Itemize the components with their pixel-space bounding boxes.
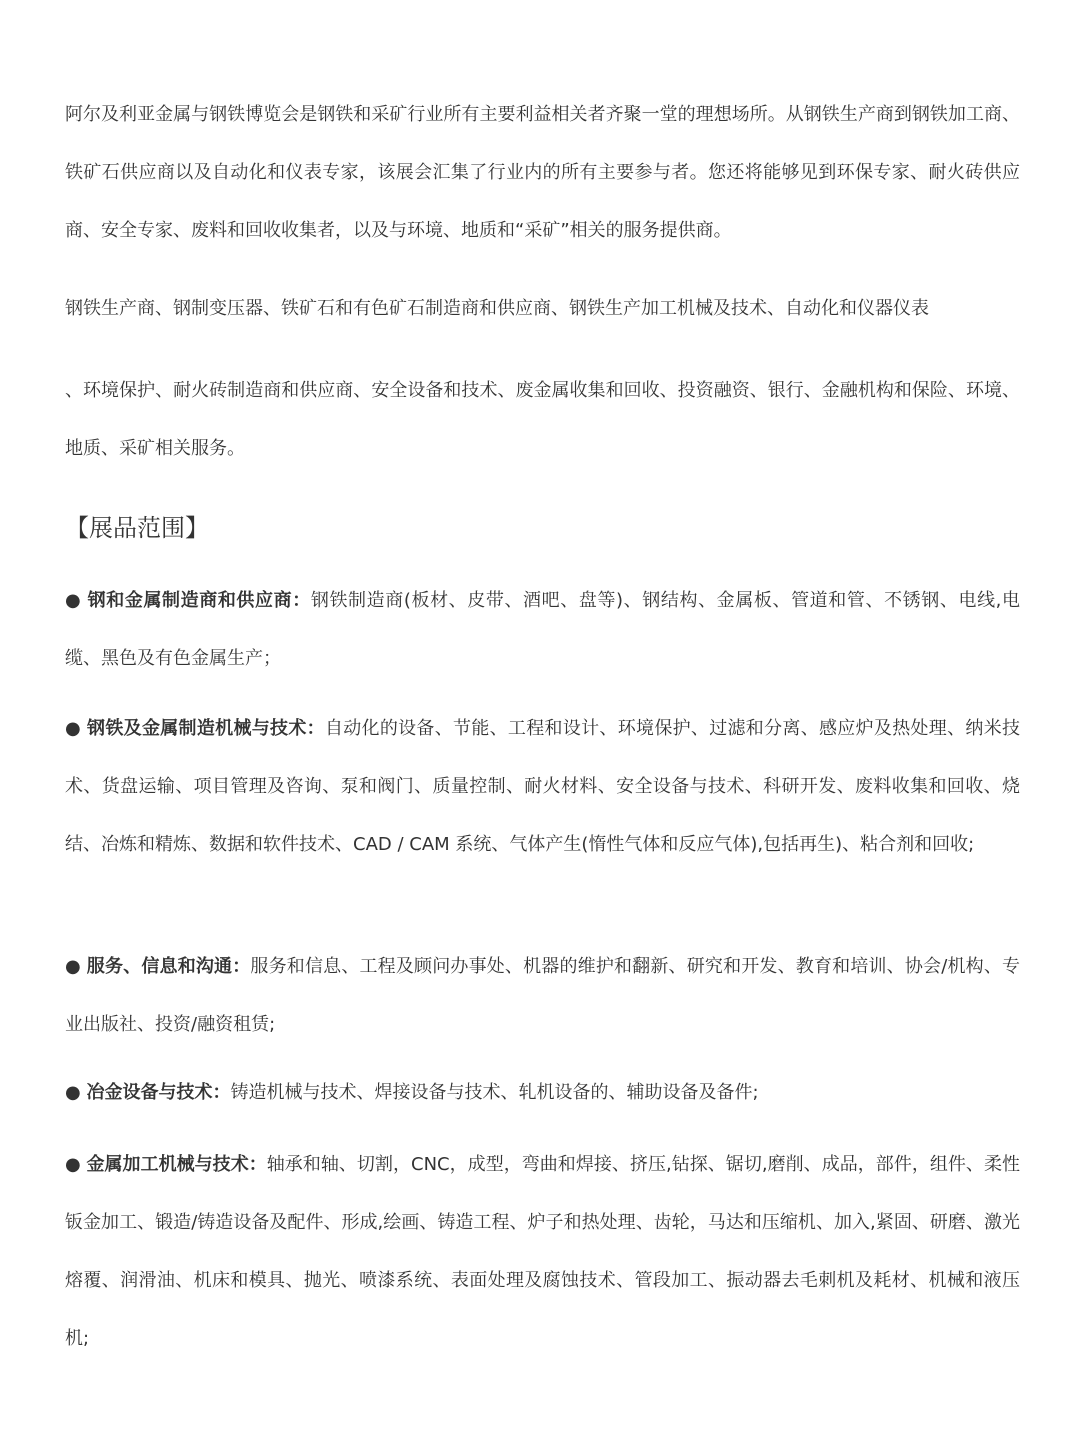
exhibitor-categories-line-1: 钢铁生产商、钢制变压器、铁矿石和有色矿石制造商和供应商、钢铁生产加工机械及技术、自动化和仪器仪表 [65,298,929,319]
bullet-label: 钢铁及金属制造机械与技术： [87,718,325,739]
bullet-text: 铸造机械与技术、焊接设备与技术、轧机设备的、辅助设备及备件; [230,1082,759,1103]
bullet-dot-icon: ● [65,1154,81,1175]
bullet-label: 服务、信息和沟通： [86,956,251,977]
bullet-text: 钢铁制造商(板材、皮带、酒吧、盘等)、钢结构、金属板、管道和管、不锈钢、电线,电缆、黑色及有色金属生产； [65,590,1020,669]
bullet-item [65,572,1020,688]
bullet-text: 轴承和轴、切割，CNC，成型，弯曲和焊接、挤压,钻探、锯切,磨削、成品，部件，组件、柔性钣金加工、锻造/铸造设备及配件、形成,绘画、铸造工程、炉子和热处理、齿轮，马达和压缩机、加入,紧固、研磨、激光熔覆、润滑油、机床和模具、抛光、喷漆系统、表面处理及腐蚀技术、管段加工、振动器去毛刺机及耗材、机械和液压机; [65,1154,1020,1349]
bullet-dot-icon: ● [65,718,82,739]
bullet-dot-icon: ● [65,1082,81,1103]
bullet-label: 冶金设备与技术： [86,1082,231,1103]
bullet-item [65,938,1020,1054]
bullet-label: 钢和金属制造商和供应商： [87,590,311,611]
bullet-item [65,700,1020,874]
bullet-item [65,1136,1020,1368]
intro-paragraph: 阿尔及利亚金属与钢铁博览会是钢铁和采矿行业所有主要利益相关者齐聚一堂的理想场所。从钢铁生产商到钢铁加工商、铁矿石供应商以及自动化和仪表专家，该展会汇集了行业内的所有主要参与者。您还将能够见到环保专家、耐火砖供应商、安全专家、废料和回收收集者，以及与环境、地质和“采矿”相关的服务提供商。 [65,104,1020,241]
bullet-label: 金属加工机械与技术： [86,1154,267,1175]
bullet-text: 自动化的设备、节能、工程和设计、环境保护、过滤和分离、感应炉及热处理、纳米技术、货盘运输、项目管理及咨询、泵和阀门、质量控制、耐火材料、安全设备与技术、科研开发、废料收集和回收、烧结、冶炼和精炼、数据和软件技术、CAD / CAM 系统、气体产生(惰性气体和反应气体),包括再生)、粘合剂和回收; [65,718,1020,855]
exhibitor-categories-line-2: 、环境保护、耐火砖制造商和供应商、安全设备和技术、废金属收集和回收、投资融资、银行、金融机构和保险、环境、地质、采矿相关服务。 [65,380,1020,459]
bullet-text: 服务和信息、工程及顾问办事处、机器的维护和翻新、研究和开发、教育和培训、协会/机构、专业出版社、投资/融资租赁; [65,956,1020,1035]
bullet-dot-icon: ● [65,956,81,977]
bullet-dot-icon: ● [65,590,82,611]
section-title-exhibit-scope: 【展品范围】 [65,514,209,542]
bullet-item [65,1064,1020,1122]
